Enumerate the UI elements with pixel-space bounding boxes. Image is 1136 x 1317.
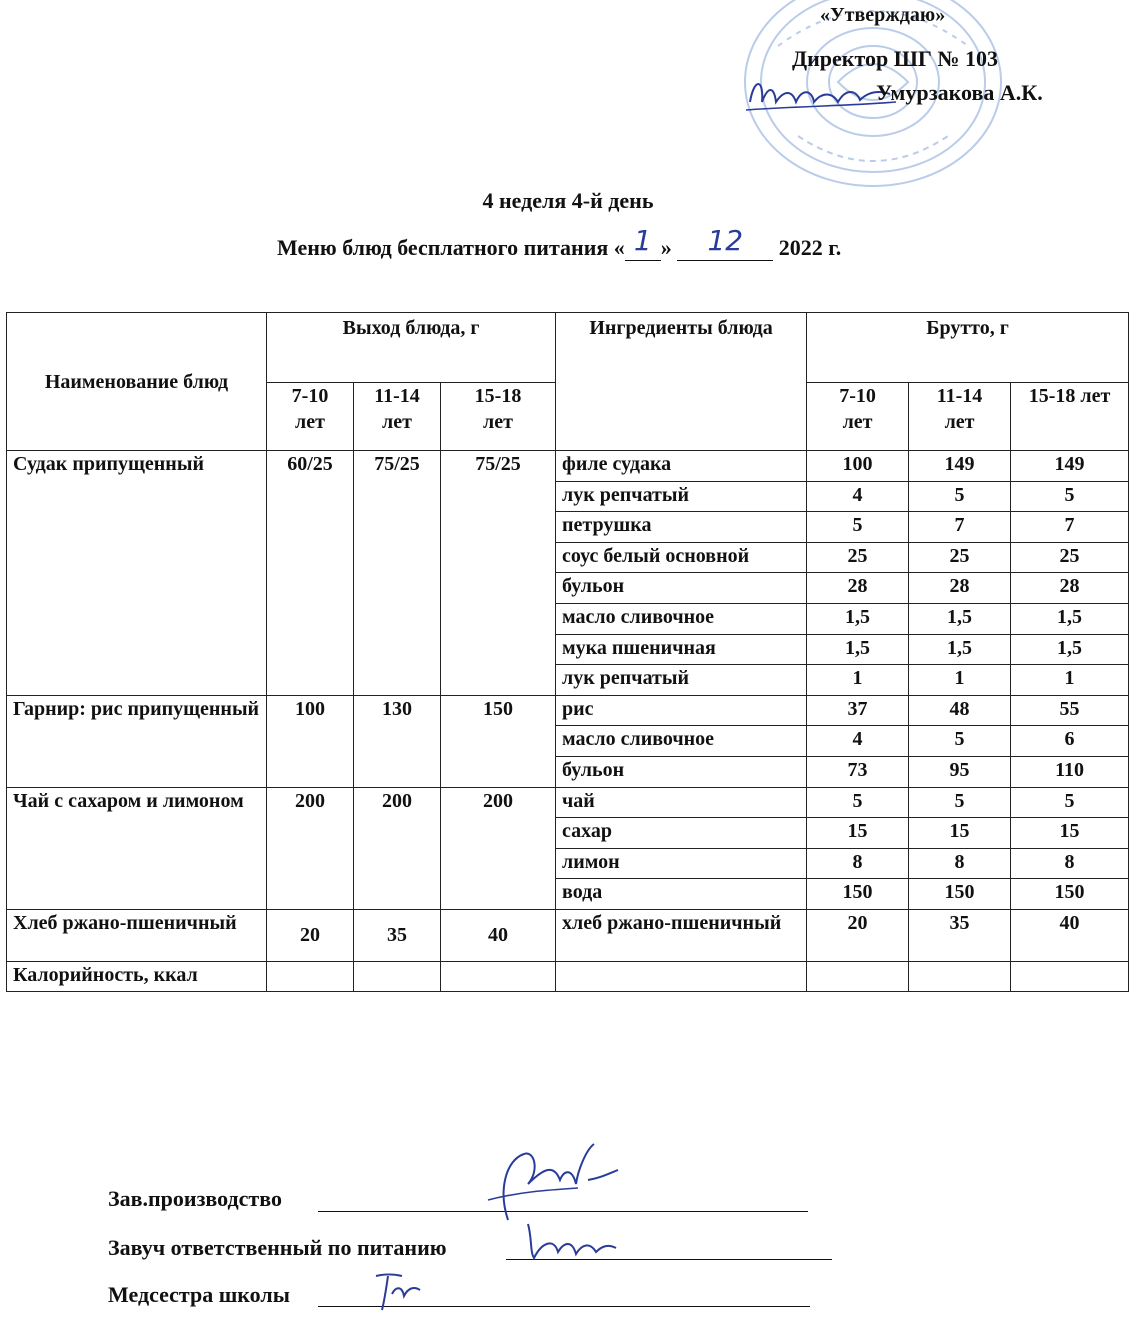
- day-value: 1: [633, 224, 652, 257]
- production-signature: [468, 1140, 638, 1224]
- director-name: Умурзакова А.К.: [876, 80, 1043, 105]
- table-row: [7, 695, 1129, 726]
- ingredient-name: лук репчатый: [556, 665, 807, 696]
- ingredient-gross: 5: [807, 787, 909, 818]
- ingredient-gross: 55: [1011, 695, 1129, 726]
- dish-name: Чай с сахаром и лимоном: [7, 787, 267, 909]
- dish-yield: 150: [441, 695, 556, 787]
- ingredient-gross: 5: [909, 481, 1011, 512]
- ingredient-name: бульон: [556, 756, 807, 787]
- calories-label: Калорийность, ккал: [7, 961, 267, 991]
- ingredient-gross: 150: [807, 879, 909, 910]
- ingredient-gross: 95: [909, 756, 1011, 787]
- ingredient-gross: 8: [807, 848, 909, 879]
- calories-cell: [807, 961, 909, 991]
- menu-table: [6, 312, 1129, 992]
- dish-yield: 200: [267, 787, 354, 909]
- month-field: [677, 224, 773, 261]
- ingredient-gross: 1,5: [909, 603, 1011, 634]
- dish-yield: 40: [441, 909, 556, 961]
- ingredient-gross: 149: [1011, 451, 1129, 482]
- header-gross: Брутто, г: [807, 313, 1129, 383]
- ingredient-name: масло сливочное: [556, 603, 807, 634]
- table-row: [7, 787, 1129, 818]
- ingredient-name: сахар: [556, 818, 807, 849]
- head-teacher-label: Завуч ответственный по питанию: [108, 1235, 447, 1260]
- ingredient-name: петрушка: [556, 512, 807, 543]
- ingredient-name: рис: [556, 695, 807, 726]
- ingredient-name: бульон: [556, 573, 807, 604]
- approval-note: «Утверждаю»: [820, 4, 946, 26]
- ingredient-gross: 1: [1011, 665, 1129, 696]
- ingredient-gross: 48: [909, 695, 1011, 726]
- nurse-label: Медсестра школы: [108, 1282, 290, 1307]
- ingredient-gross: 5: [1011, 481, 1129, 512]
- ingredient-gross: 1,5: [909, 634, 1011, 665]
- ingredient-gross: 8: [1011, 848, 1129, 879]
- header-dish-name: Наименование блюд: [7, 313, 267, 451]
- menu-title: [277, 224, 842, 261]
- ingredient-gross: 4: [807, 481, 909, 512]
- ingredient-gross: 1,5: [807, 634, 909, 665]
- ingredient-gross: 25: [909, 542, 1011, 573]
- calories-cell: [267, 961, 354, 991]
- ingredient-gross: 5: [909, 787, 1011, 818]
- ingredient-gross: 20: [807, 909, 909, 961]
- ingredient-gross: 1: [909, 665, 1011, 696]
- ingredient-gross: 7: [909, 512, 1011, 543]
- menu-title-prefix: Меню блюд бесплатного питания «: [277, 235, 625, 260]
- ingredient-gross: 6: [1011, 726, 1129, 757]
- table-row: [7, 451, 1129, 482]
- calories-cell: [909, 961, 1011, 991]
- dish-name: Гарнир: рис припущенный: [7, 695, 267, 787]
- ingredient-gross: 28: [909, 573, 1011, 604]
- ingredient-gross: 73: [807, 756, 909, 787]
- gross-age-group: 11-14 лет: [909, 383, 1011, 451]
- ingredient-gross: 35: [909, 909, 1011, 961]
- ingredient-gross: 150: [1011, 879, 1129, 910]
- ingredient-gross: 15: [909, 818, 1011, 849]
- quote-close: »: [660, 235, 672, 260]
- ingredient-gross: 150: [909, 879, 1011, 910]
- dish-name: Хлеб ржано-пшеничный: [7, 909, 267, 961]
- ingredient-gross: 28: [1011, 573, 1129, 604]
- ingredient-gross: 28: [807, 573, 909, 604]
- calories-row: [7, 961, 1129, 991]
- ingredient-gross: 1,5: [1011, 603, 1129, 634]
- dish-yield: 20: [267, 909, 354, 961]
- ingredient-name: хлеб ржано-пшеничный: [556, 909, 807, 961]
- ingredient-name: мука пшеничная: [556, 634, 807, 665]
- ingredient-gross: 4: [807, 726, 909, 757]
- ingredient-gross: 1: [807, 665, 909, 696]
- ingredient-name: филе судака: [556, 451, 807, 482]
- ingredient-gross: 25: [1011, 542, 1129, 573]
- ingredient-name: вода: [556, 879, 807, 910]
- ingredient-gross: 5: [1011, 787, 1129, 818]
- dish-yield: 75/25: [441, 451, 556, 696]
- dish-yield: 75/25: [354, 451, 441, 696]
- ingredient-gross: 37: [807, 695, 909, 726]
- nurse-signature: [366, 1268, 426, 1314]
- table-row: [7, 909, 1129, 961]
- dish-yield: 200: [441, 787, 556, 909]
- gross-age-group: 15-18 лет: [1011, 383, 1129, 451]
- year-suffix: 2022 г.: [778, 235, 842, 260]
- ingredient-name: лук репчатый: [556, 481, 807, 512]
- header-ingredients: Ингредиенты блюда: [556, 313, 807, 451]
- ingredient-gross: 8: [909, 848, 1011, 879]
- dish-yield: 60/25: [267, 451, 354, 696]
- director-title: Директор ШГ № 103: [792, 46, 999, 71]
- calories-cell: [556, 961, 807, 991]
- ingredient-name: чай: [556, 787, 807, 818]
- ingredient-name: соус белый основной: [556, 542, 807, 573]
- yield-age-group: 7-10 лет: [267, 383, 354, 451]
- calories-cell: [354, 961, 441, 991]
- dish-name: Судак припущенный: [7, 451, 267, 696]
- month-value: 12: [707, 224, 744, 257]
- ingredient-name: масло сливочное: [556, 726, 807, 757]
- calories-cell: [1011, 961, 1129, 991]
- day-field: [625, 224, 661, 261]
- header-yield: Выход блюда, г: [267, 313, 556, 383]
- dish-yield: 200: [354, 787, 441, 909]
- ingredient-gross: 15: [1011, 818, 1129, 849]
- head-teacher-signature: [520, 1218, 620, 1266]
- dish-yield: 35: [354, 909, 441, 961]
- ingredient-gross: 100: [807, 451, 909, 482]
- dish-yield: 130: [354, 695, 441, 787]
- yield-age-group: 11-14 лет: [354, 383, 441, 451]
- ingredient-gross: 5: [807, 512, 909, 543]
- ingredient-gross: 1,5: [1011, 634, 1129, 665]
- ingredient-gross: 7: [1011, 512, 1129, 543]
- ingredient-name: лимон: [556, 848, 807, 879]
- dish-yield: 100: [267, 695, 354, 787]
- ingredient-gross: 149: [909, 451, 1011, 482]
- ingredient-gross: 110: [1011, 756, 1129, 787]
- ingredient-gross: 5: [909, 726, 1011, 757]
- ingredient-gross: 40: [1011, 909, 1129, 961]
- ingredient-gross: 1,5: [807, 603, 909, 634]
- week-day-heading: 4 неделя 4-й день: [482, 188, 654, 213]
- yield-age-group: 15-18 лет: [441, 383, 556, 451]
- gross-age-group: 7-10 лет: [807, 383, 909, 451]
- calories-cell: [441, 961, 556, 991]
- ingredient-gross: 25: [807, 542, 909, 573]
- production-label: Зав.производство: [108, 1186, 282, 1211]
- ingredient-gross: 15: [807, 818, 909, 849]
